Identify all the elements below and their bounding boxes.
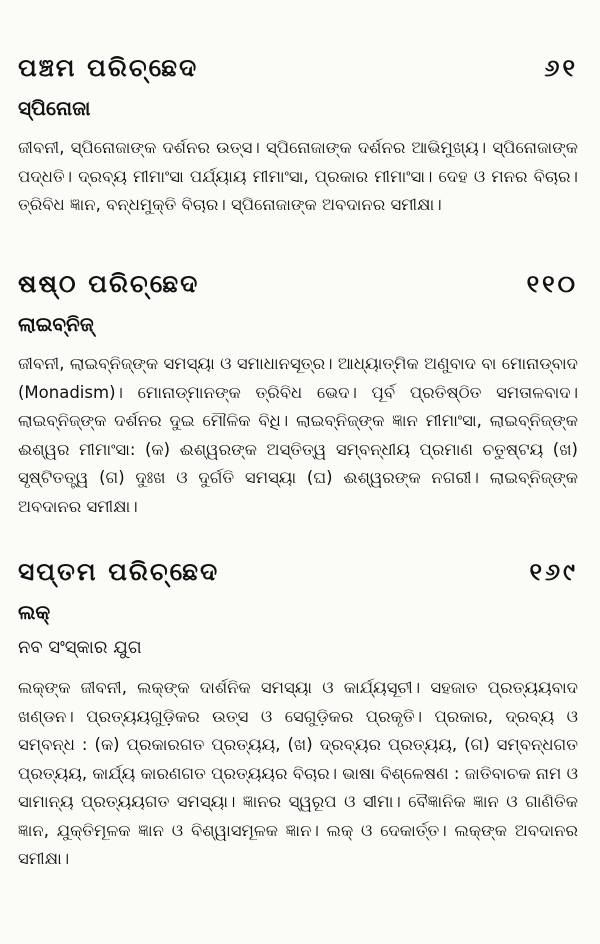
chapter-title: ପଞ୍ଚମ ପରିଚ୍ଛେଦ [18,53,199,82]
chapter-5-heading [18,52,578,84]
chapter-5 [18,52,578,220]
chapter-section-title: ନବ ସଂସ୍କାର ଯୁଗ [18,637,142,658]
chapter-subtitle: ଲକ୍ [18,600,51,624]
chapter-page-number: ୧୬୯ [529,558,578,586]
chapter-title: ଷଷ୍ଠ ପରିଚ୍ଛେଦ [18,269,200,298]
chapter-7-heading [18,556,578,588]
chapter-title: ସପ୍ତମ ପରିଚ୍ଛେଦ [18,557,220,586]
chapter-subtitle: ସ୍ପିନୋଜା [18,96,91,120]
chapter-6-heading [18,268,578,300]
chapter-7 [18,556,578,874]
chapter-summary: ଜୀବନୀ, ଲାଇବ୍ନିଜ୍ଙ୍କ ସମସ୍ୟା ଓ ସମାଧାନସୂତ୍ର। ଆଧ୍ୟାତ୍ମିକ ଅଣୁବାଦ ବା ମୋନାଡ୍ବାଦ (Monadism)। ମୋନାଡ୍ମାନଙ୍କ ତ୍ରିବିଧ ଭେଦ। ପୂର୍ବ ପ୍ରତିଷ୍ଠିତ ସମତାଳବାଦ। ଲାଇବ୍ନିଜ୍ଙ୍କ ଦର୍ଶନର ଦୁଇ ମୌଳିକ ବିଧି। ଲାଇବ୍ନିଜ୍ଙ୍କ ଜ୍ଞାନ ମୀମାଂସା, ଲାଇବ୍ନିଜ୍ଙ୍କ ଈଶ୍ୱର ମୀମାଂସା: (କ) ଈଶ୍ୱରଙ୍କ ଅସ୍ତିତ୍ୱ ସମ୍ବନ୍ଧୀୟ ପ୍ରମାଣ ଚତୁଷ୍ଟୟ (ଖ) ସୃଷ୍ଟିତତ୍ତ୍ୱ (ଗ) ଦୁଃଖ ଓ ଦୁର୍ଗତି ସମସ୍ୟା (ଘ) ଈଶ୍ୱରଙ୍କ ନଗରୀ। ଲାଇବ୍ନିଜ୍ଙ୍କ ଅବଦାନର ସମୀକ୍ଷା। [18,354,578,516]
chapter-summary: ଜୀବନୀ, ସ୍ପିନୋଜାଙ୍କ ଦର୍ଶନର ଉତ୍ସ। ସ୍ପିନୋଜାଙ୍କ ଦର୍ଶନର ଆଭିମୁଖ୍ୟ। ସ୍ପିନୋଜାଙ୍କ ପଦ୍ଧତି। ଦ୍ରବ୍ୟ ମୀମାଂସା ପର୍ଯ୍ୟାୟ ମୀମାଂସା, ପ୍ରକାର ମୀମାଂସା। ଦେହ ଓ ମନର ବିଚାର। ତ୍ରିବିଧ ଜ୍ଞାନ, ବନ୍ଧମୁକ୍ତି ବିଚାର। ସ୍ପିନୋଜାଙ୍କ ଅବଦାନର ସମୀକ୍ଷା। [18,138,578,214]
chapter-summary: ଲକ୍ଙ୍କ ଜୀବନୀ, ଲକ୍ଙ୍କ ଦାର୍ଶନିକ ସମସ୍ୟା ଓ କାର୍ଯ୍ୟସୂଚୀ। ସହଜାତ ପ୍ରତ୍ୟୟବାଦ ଖଣ୍ଡନ। ପ୍ରତ୍ୟୟଗୁଡ଼ିକର ଉତ୍ସ ଓ ସେଗୁଡ଼ିକର ପ୍ରକୃତି। ପ୍ରକାର, ଦ୍ରବ୍ୟ ଓ ସମ୍ବନ୍ଧ : (କ) ପ୍ରକାରଗତ ପ୍ରତ୍ୟୟ, (ଖ) ଦ୍ରବ୍ୟର ପ୍ରତ୍ୟୟ, (ଗ) ସମ୍ବନ୍ଧଗତ ପ୍ରତ୍ୟୟ, କାର୍ଯ୍ୟ କାରଣଗତ ପ୍ରତ୍ୟୟର ବିଚାର। ଭାଷା ବିଶ୍ଳେଷଣ : ଜାତିବାଚକ ନାମ ଓ ସାମାନ୍ୟ ପ୍ରତ୍ୟୟଗତ ସମସ୍ୟା। ଜ୍ଞାନର ସ୍ୱରୂପ ଓ ସୀମା। ବୈଜ୍ଞାନିକ ଜ୍ଞାନ ଓ ଗାଣିତିକ ଜ୍ଞାନ, ଯୁକ୍ତିମୂଳକ ଜ୍ଞାନ ଓ ବିଶ୍ୱାସମୂଳକ ଜ୍ଞାନ। ଲକ୍ ଓ ଦେକାର୍ତ୍ତ। ଲକ୍ଙ୍କ ଅବଦାନର ସମୀକ୍ଷା। [18,678,578,868]
chapter-6 [18,268,578,521]
chapter-page-number: ୬୧ [544,54,578,82]
chapter-subtitle: ଲାଇବ୍ନିଜ୍ [18,312,94,336]
chapter-page-number: ୧୧୦ [526,270,578,298]
